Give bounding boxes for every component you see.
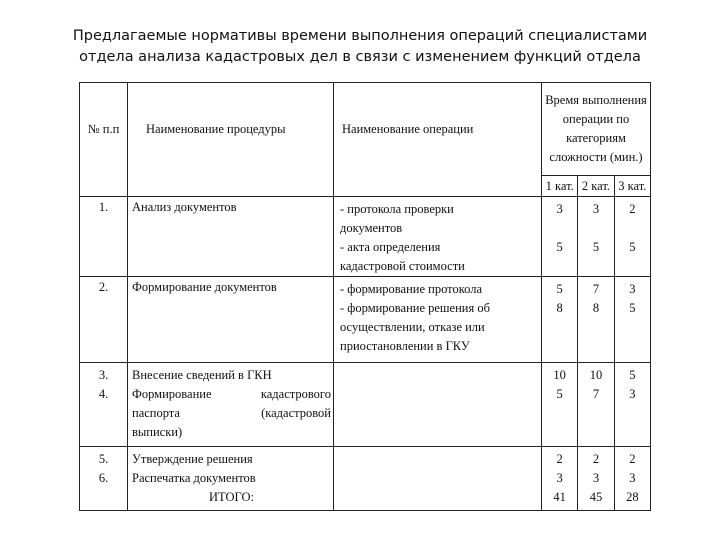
procedure-line: выписки) [132, 425, 183, 439]
spacer [578, 219, 613, 238]
value: 2 [556, 452, 563, 466]
operation-line: - акта определения [340, 240, 441, 254]
table-row [80, 447, 651, 511]
row-num: 2. [80, 277, 128, 363]
value: 2 [629, 452, 636, 466]
header-cat1: 1 кат. [542, 176, 578, 197]
value: 3 [629, 282, 636, 296]
row-cat2 [578, 197, 614, 277]
value: 4. [98, 387, 109, 401]
row-cat1 [542, 363, 578, 447]
operation-line: кадастровой стоимости [340, 259, 465, 273]
table-row [80, 363, 651, 447]
operation-line: - протокола проверки [340, 202, 454, 216]
row-num [80, 363, 128, 447]
spacer [615, 219, 650, 238]
row-cat3 [614, 447, 650, 511]
procedure-line: Формирование кадастрового [132, 387, 331, 401]
value: 5 [556, 387, 563, 401]
header-time-line: Время выполнения [545, 93, 647, 107]
value: 7 [592, 282, 600, 296]
value: 3 [556, 471, 563, 485]
row-cat2 [578, 447, 614, 511]
procedure-line: Внесение сведений в ГКН [132, 368, 272, 382]
header-num: № п.п [80, 83, 128, 176]
procedure-line: Утверждение решения [132, 452, 253, 466]
document-title [40, 26, 680, 68]
value: 6. [98, 471, 109, 485]
blank-cell [128, 176, 334, 197]
category-header-row [80, 176, 651, 197]
row-procedure: Формирование документов [128, 277, 334, 363]
value: 5 [629, 301, 636, 315]
value: 2 [592, 452, 600, 466]
procedure-line: паспорта (кадастровой [132, 406, 331, 420]
table-row [80, 277, 651, 363]
row-cat1 [542, 447, 578, 511]
value: 3 [629, 387, 636, 401]
header-cat2: 2 кат. [578, 176, 614, 197]
title-line-1: Предлагаемые нормативы времени выполнения операций специалистами [72, 28, 648, 44]
norms-table [79, 82, 651, 511]
row-cat2 [578, 277, 614, 363]
value: 5 [556, 282, 563, 296]
row-cat3 [614, 363, 650, 447]
value: 8 [592, 301, 600, 315]
row-operations [334, 447, 542, 511]
operation-line: приостановлении в ГКУ [340, 339, 470, 353]
value: 5 [592, 240, 600, 254]
total-value: 28 [626, 490, 639, 504]
row-cat2 [578, 363, 614, 447]
header-cat3: 3 кат. [614, 176, 650, 197]
blank-cell [80, 176, 128, 197]
header-time-line: сложности (мин.) [549, 150, 643, 164]
header-time-line: операции по [562, 112, 630, 126]
row-operations [334, 363, 542, 447]
value: 5. [98, 452, 109, 466]
value: 3 [592, 202, 600, 216]
row-cat1 [542, 277, 578, 363]
header-procedure: Наименование процедуры [128, 83, 334, 176]
value: 3 [629, 471, 636, 485]
value: 8 [556, 301, 563, 315]
header-time-line: категориям [566, 131, 626, 145]
blank-cell [334, 176, 542, 197]
operation-line: - формирование протокола [340, 282, 483, 296]
operation-line: осуществлении, отказе или [340, 320, 485, 334]
row-num: 1. [80, 197, 128, 277]
table-row [80, 197, 651, 277]
total-label: ИТОГО: [209, 490, 254, 504]
header-operation: Наименование операции [334, 83, 542, 176]
header-time [542, 83, 651, 176]
spacer [542, 219, 577, 238]
value: 2 [629, 202, 636, 216]
value: 10 [553, 368, 566, 382]
row-procedure: Анализ документов [128, 197, 334, 277]
table-header-row [80, 83, 651, 176]
row-procedure [128, 447, 334, 511]
row-procedure [128, 363, 334, 447]
value: 3 [592, 471, 600, 485]
row-operations [334, 277, 542, 363]
row-operations [334, 197, 542, 277]
title-line-2: отдела анализа кадастровых дел в связи с изменением функций отдела [79, 49, 641, 65]
row-cat3 [614, 277, 650, 363]
row-num [80, 447, 128, 511]
row-cat1 [542, 197, 578, 277]
value: 3 [556, 202, 563, 216]
value: 7 [592, 387, 600, 401]
operation-line: документов [340, 221, 403, 235]
procedure-line: Распечатка документов [132, 471, 256, 485]
value: 3. [98, 368, 109, 382]
value: 5 [629, 368, 636, 382]
value: 5 [629, 240, 636, 254]
total-value: 45 [589, 490, 603, 504]
row-cat3 [614, 197, 650, 277]
total-value: 41 [553, 490, 566, 504]
value: 5 [556, 240, 563, 254]
value: 10 [589, 368, 603, 382]
operation-line: - формирование решения об [340, 301, 490, 315]
